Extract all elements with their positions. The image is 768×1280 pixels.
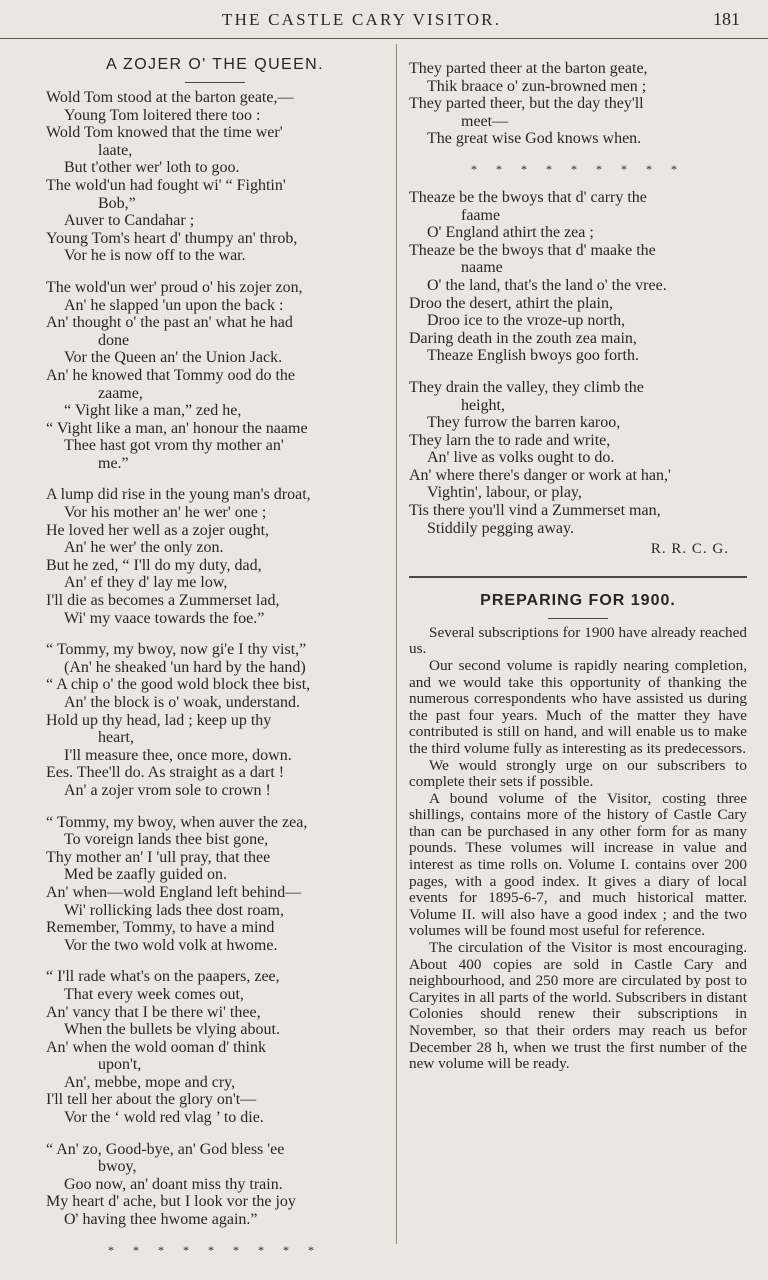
verse-line: “ Vight like a man, an' honour the naame [46,419,308,437]
verse-line: I'll tell her about the glory on't— [46,1091,257,1109]
stanza [409,189,747,365]
stanza [46,641,384,799]
verse-line: Tis there you'll vind a Zummerset man, [409,502,661,520]
verse-line: Goo now, an' doant miss thy train. [64,1175,283,1193]
verse-line: An' thought o' the past an' what he had [46,314,293,332]
stanza-stars: * * * * * * * * * [471,161,685,176]
poem-stanzas [409,189,747,537]
verse-line: Auver to Candahar ; [64,212,195,230]
verse-line: Droo the desert, athirt the plain, [409,294,613,312]
poem-title: A ZOJER O' THE QUEEN. [106,56,324,73]
verse-line: An' a zojer vrom sole to crown ! [64,781,271,799]
verse-line: They parted theer at the barton geate, [409,60,648,77]
article-title-rule [548,618,608,619]
verse-line: “ I'll rade what's on the paapers, zee, [46,968,280,986]
verse-line: “ Vight like a man,” zed he, [64,402,242,420]
article-paragraph: The circulation of the Visitor is most encouraging. About 400 copies are sold in Castle Cary and neighbourhood, and 250 more are circulated by post to Caryites in all parts of the world. Subscribers in distant Colonies should renew their subscriptions in November, so that their orders may reach us befor December 28 h, when we trust the first number of the new volume will be ready. [409,939,747,1073]
stanza [46,486,384,627]
running-title: THE CASTLE CARY VISITOR. [222,10,502,29]
verse-line: Ees. Thee'll do. As straight as a dart ! [46,764,285,782]
verse-line: Stiddily pegging away. [427,519,574,537]
verse-line: Hold up thy head, lad ; keep up thy [46,711,272,729]
verse-line: O' the land, that's the land o' the vree. [427,276,667,294]
page-header [0,6,768,39]
verse-line: But t'other wer' loth to goo. [64,159,240,177]
right-column [409,60,747,1073]
section-divider [409,576,747,578]
verse-line: To voreign lands thee bist gone, [64,831,269,849]
verse-line: faame [461,206,501,224]
stanza [46,279,384,473]
stanza [46,814,384,955]
verse-line: They larn the to rade and write, [409,431,611,449]
verse-line: Bob,” [98,194,136,212]
verse-line: Vor the ‘ wold red vlag ’ to die. [64,1109,264,1127]
verse-line: I'll measure thee, once more, down. [64,746,292,764]
page-number: 181 [713,9,740,29]
verse-line: Theaze be the bwoys that d' maake the [409,241,656,259]
verse-line: They furrow the barren karoo, [427,414,621,432]
verse-line: heart, [98,729,134,747]
stanza [46,89,384,265]
verse-line: Young Tom loitered there too : [64,106,261,124]
verse-line: An', mebbe, mope and cry, [64,1073,236,1091]
verse-line: Young Tom's heart d' thumpy an' throb, [46,229,298,247]
stanza [409,60,747,148]
article-paragraph: We would strongly urge on our subscribers to complete their sets if possible. [409,756,747,791]
verse-line: But he zed, “ I'll do my duty, dad, [46,556,262,574]
article-paragraph: A bound volume of the Visitor, costing three shillings, contains more of the history of Castle Cary than can be purchased in any other form for as many pounds. These volumes will increase in value and interest as time rolls on. Volume I. contains over 200 pages, with a good index. It gives a diary of local events for 1895-6-7, and much historical matter. Volume II. will also have a good index ; and the two volumes will be found most useful for reference. [409,789,747,940]
verse-line: An' ef they d' lay me low, [64,574,228,592]
poem-body [46,89,384,1229]
article-paragraph: Our second volume is rapidly nearing completion, and we would take this opportunity of thanking the numerous correspondents who have assisted us during the past four years. Much of the matter they have contributed is still on hand, and will enable us to make the third volume fully as interesting as its predecessors. [409,656,747,757]
verse-line: Vor he is now off to the war. [64,247,246,265]
verse-line: Wold Tom knowed that the time wer' [46,124,283,142]
verse-line: O' England athirt the zea ; [427,224,594,242]
verse-line: Remember, Tommy, to have a mind [46,919,275,937]
stanza [46,1141,384,1229]
verse-line: done [98,331,130,349]
verse-line: height, [461,396,505,414]
verse-line: Thik braace o' zun-browned men ; [427,77,647,95]
stanza [46,968,384,1126]
verse-line: An' live as volks ought to do. [427,449,615,467]
verse-line: Vor the two wold volk at hwome. [64,936,278,954]
verse-line: Med be zaafly guided on. [64,866,228,884]
verse-line: Droo ice to the vroze-up north, [427,312,626,330]
verse-line: Thy mother an' I 'ull pray, that thee [46,848,271,866]
verse-line: An' when the wold ooman d' think [46,1038,266,1056]
verse-line: zaame, [98,384,143,402]
verse-line: That every week comes out, [64,985,244,1003]
verse-line: “ Tommy, my bwoy, now gi'e I thy vist,” [46,641,307,659]
verse-line: An' he wer' the only zon. [64,539,224,557]
verse-line: I'll die as becomes a Zummerset lad, [46,592,280,610]
verse-line: Vightin', labour, or play, [427,484,582,502]
verse-line: When the bullets be vlying about. [64,1021,280,1039]
verse-line: me.” [98,454,129,472]
column-divider [396,44,397,1244]
title-rule [185,82,245,83]
verse-line: Daring death in the zouth zea main, [409,329,637,347]
verse-line: An' where there's danger or work at han,' [409,466,671,484]
verse-line: Theaze English bwoys goo forth. [427,347,639,365]
verse-line: The wold'un had fought wi' “ Fightin' [46,176,286,194]
section-stars: * * * * * * * * * [108,1242,322,1257]
verse-line: bwoy, [98,1158,137,1176]
article-paragraph: Several subscriptions for 1900 have already reached us. [409,623,747,658]
verse-line: laate, [98,141,133,159]
verse-line: (An' he sheaked 'un hard by the hand) [64,658,306,676]
article-title: PREPARING FOR 1900. [480,591,676,609]
verse-line: My heart d' ache, but I look vor the joy [46,1193,296,1211]
verse-line: Wi' rollicking lads thee dost roam, [64,901,284,919]
verse-line: An' vancy that I be there wi' thee, [46,1003,261,1021]
verse-line: An' when—wold England left behind— [46,883,302,901]
verse-line: The wold'un wer' proud o' his zojer zon, [46,278,303,296]
verse-line: meet— [461,112,509,130]
verse-line: An' he knowed that Tommy ood do the [46,366,295,384]
poem-signature: R. R. C. G. [650,541,729,558]
verse-line: upon't, [98,1056,142,1074]
poem-continuation [409,60,747,148]
verse-line: They parted theer, but the day they'll [409,95,644,113]
verse-line: Wold Tom stood at the barton geate,— [46,89,294,106]
verse-line: naame [461,259,503,277]
verse-line: “ A chip o' the good wold block thee bist, [46,676,311,694]
verse-line: “ An' zo, Good-bye, an' God bless 'ee [46,1140,285,1158]
verse-line: A lump did rise in the young man's droat, [46,486,311,504]
verse-line: He loved her well as a zojer ought, [46,521,270,539]
verse-line: Theaze be the bwoys that d' carry the [409,188,647,206]
verse-line: They drain the valley, they climb the [409,378,644,396]
verse-line: Vor the Queen an' the Union Jack. [64,349,283,367]
verse-line: “ Tommy, my bwoy, when auver the zea, [46,813,308,831]
verse-line: The great wise God knows when. [427,130,642,148]
left-column [46,56,384,1270]
verse-line: O' having thee hwome again.” [64,1211,258,1229]
verse-line: An' the block is o' woak, understand. [64,694,300,711]
verse-line: Wi' my vaace towards the foe.” [64,609,265,627]
verse-line: An' he slapped 'un upon the back : [64,296,284,314]
verse-line: Vor his mother an' he wer' one ; [64,504,267,522]
verse-line: Thee hast got vrom thy mother an' [64,437,284,455]
stanza [409,379,747,537]
article-body [409,625,747,1073]
